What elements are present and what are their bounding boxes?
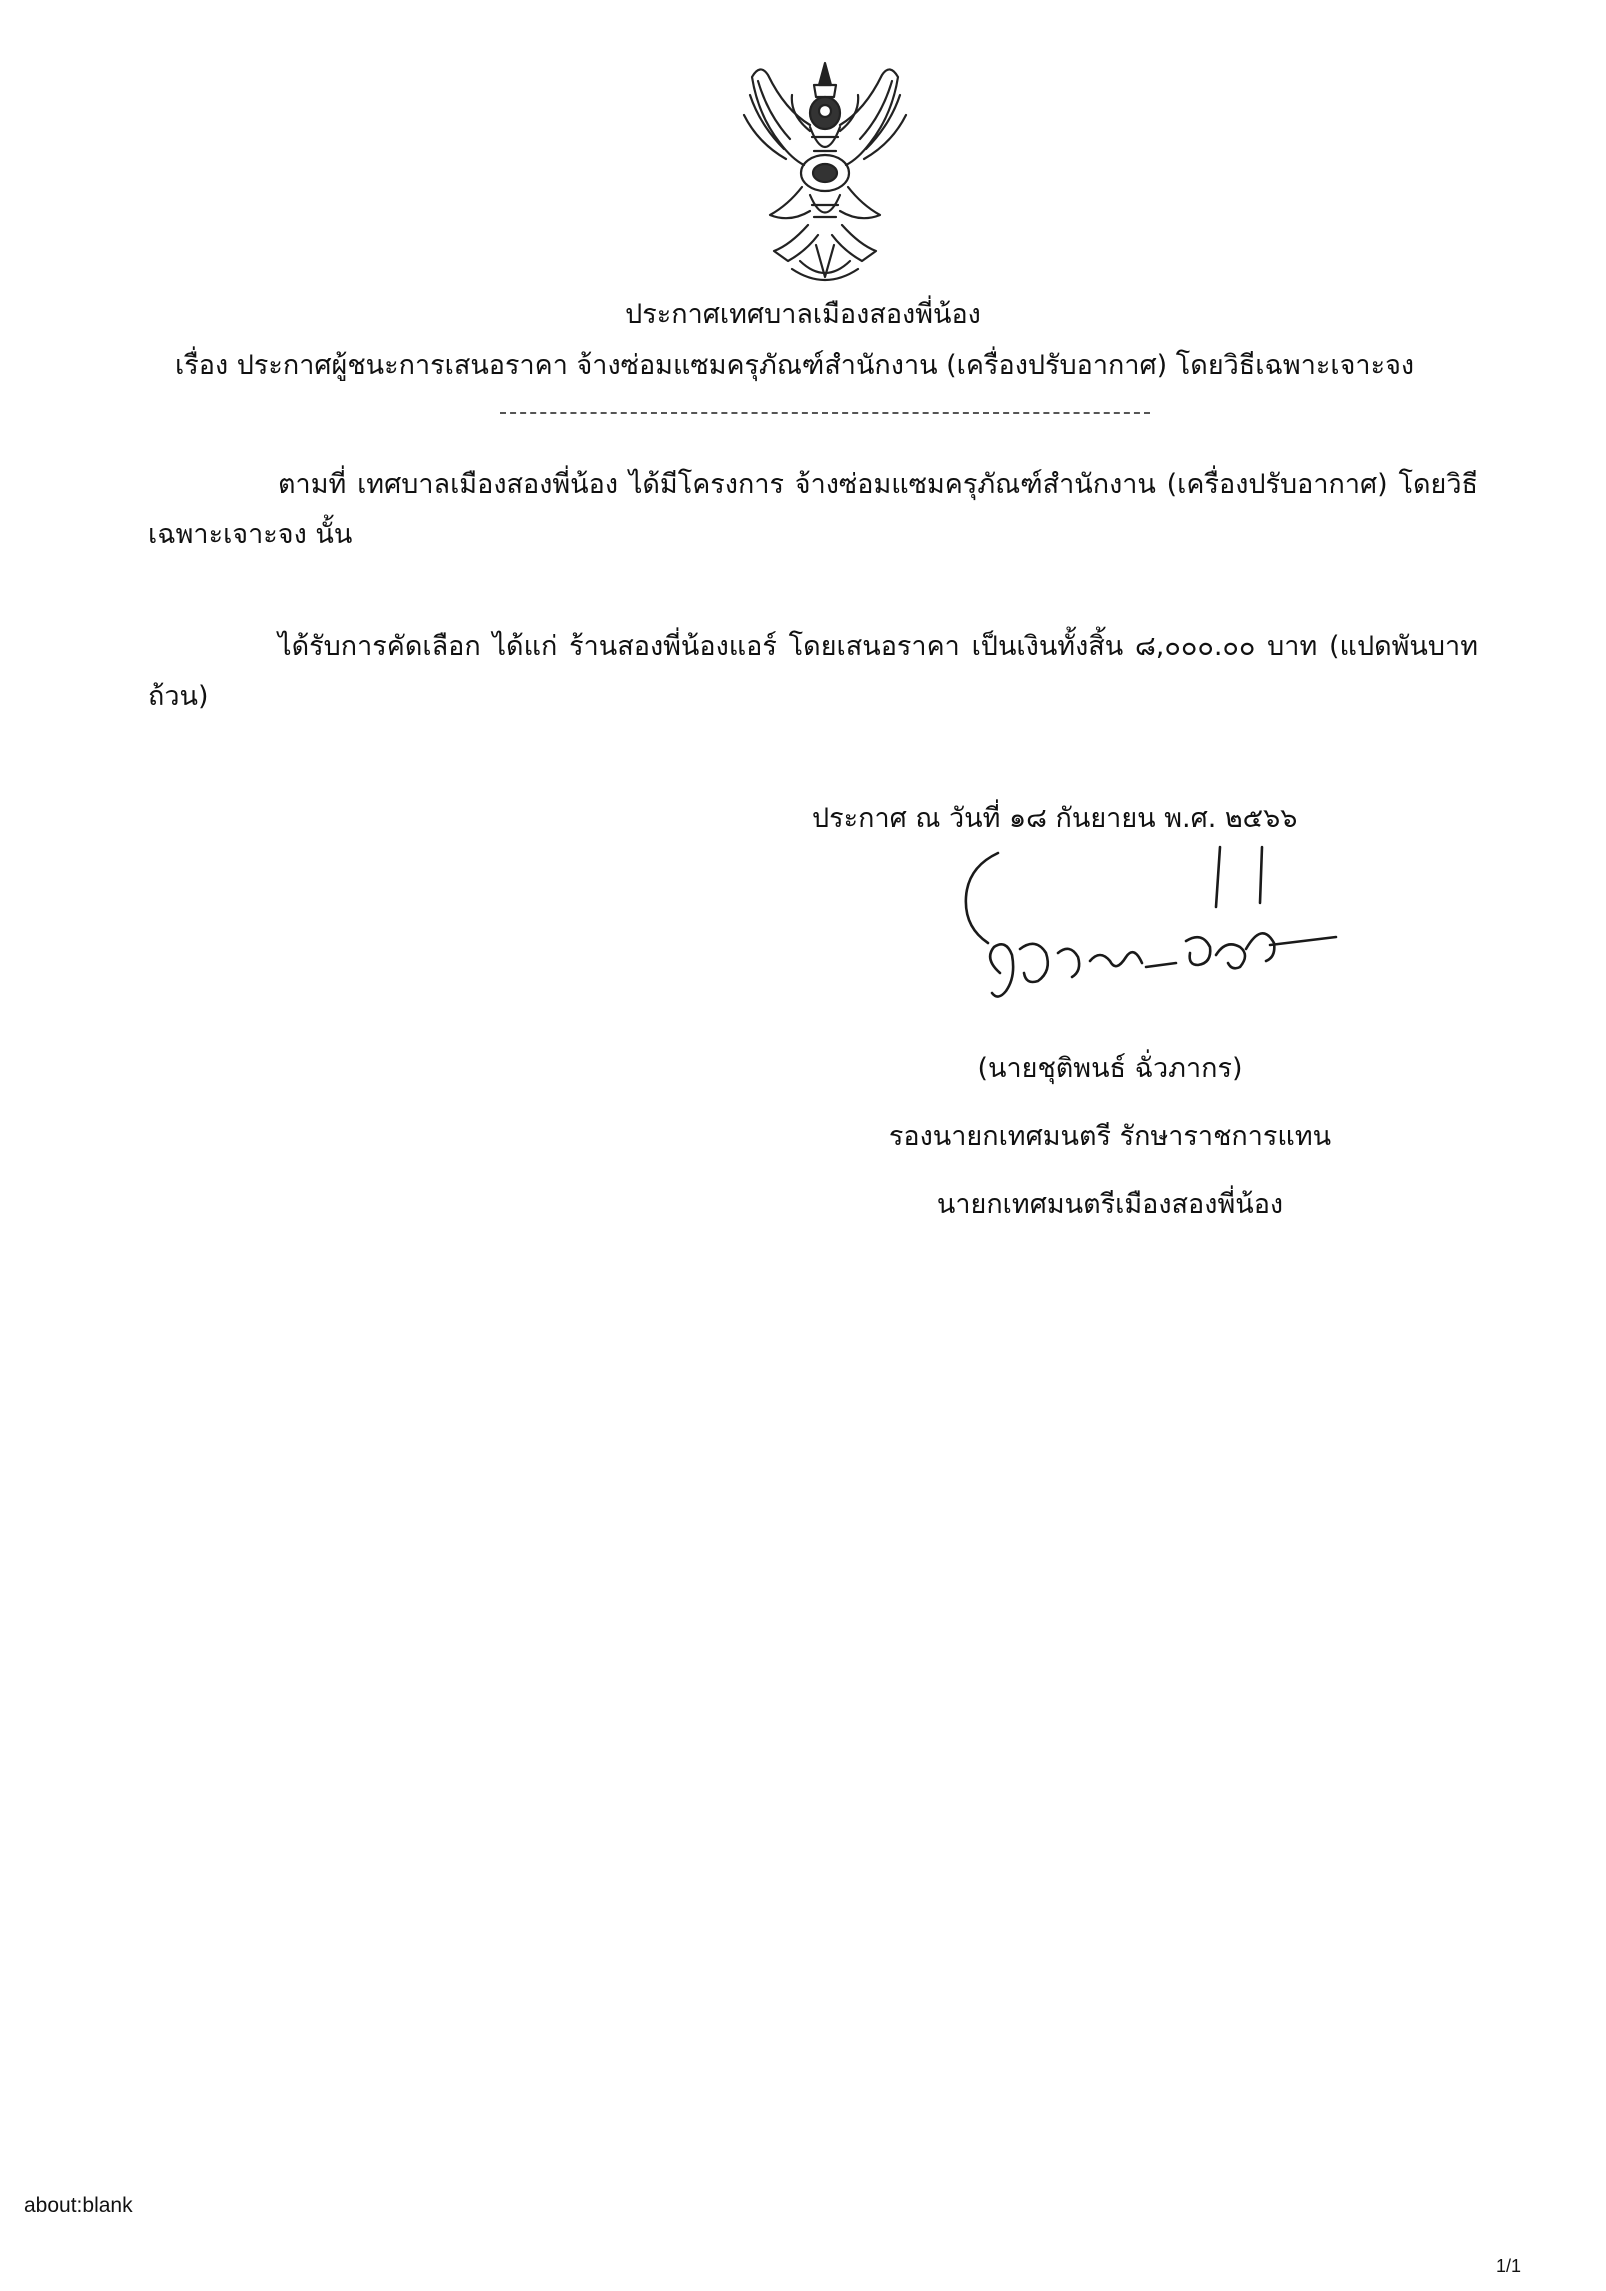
signer-position-mayor: นายกเทศมนตรีเมืองสองพี่น้อง: [936, 1189, 1284, 1220]
signer-name: (นายชุติพนธ์ ฉั่วภากร): [977, 1053, 1243, 1084]
paragraph-project-text: ตามที่ เทศบาลเมืองสองพี่น้อง ได้มีโครงการ จ้างซ่อมแซมครุภัณฑ์สำนักงาน (เครื่องปรับอากาศ) โดยวิธีเฉพาะเจาะจง นั้น: [148, 469, 1478, 550]
print-footer-url: about:blank: [24, 2194, 133, 2217]
announce-date: ประกาศ ณ วันที่ ๑๘ กันยายน พ.ศ. ๒๕๖๖: [812, 803, 1298, 834]
document-subject: เรื่อง ประกาศผู้ชนะการเสนอราคา จ้างซ่อมแซมครุภัณฑ์สำนักงาน (เครื่องปรับอากาศ) โดยวิธีเฉพาะเจาะจง: [175, 350, 1415, 381]
paragraph-winner: [148, 622, 1478, 722]
paragraph-winner-text: ได้รับการคัดเลือก ได้แก่ ร้านสองพี่น้องแอร์ โดยเสนอราคา เป็นเงินทั้งสิ้น ๘,๐๐๐.๐๐ บาท (แปดพันบาทถ้วน): [148, 631, 1478, 712]
divider-line: [500, 412, 1150, 414]
handwritten-signature: [940, 845, 1360, 1020]
garuda-emblem-icon: [730, 55, 920, 290]
document-title: ประกาศเทศบาลเมืองสองพี่น้อง: [625, 299, 981, 330]
paragraph-project: [148, 460, 1478, 560]
print-footer-page-indicator: 1/1: [1496, 2256, 1522, 2276]
signer-position-acting: รองนายกเทศมนตรี รักษาราชการแทน: [888, 1121, 1332, 1152]
